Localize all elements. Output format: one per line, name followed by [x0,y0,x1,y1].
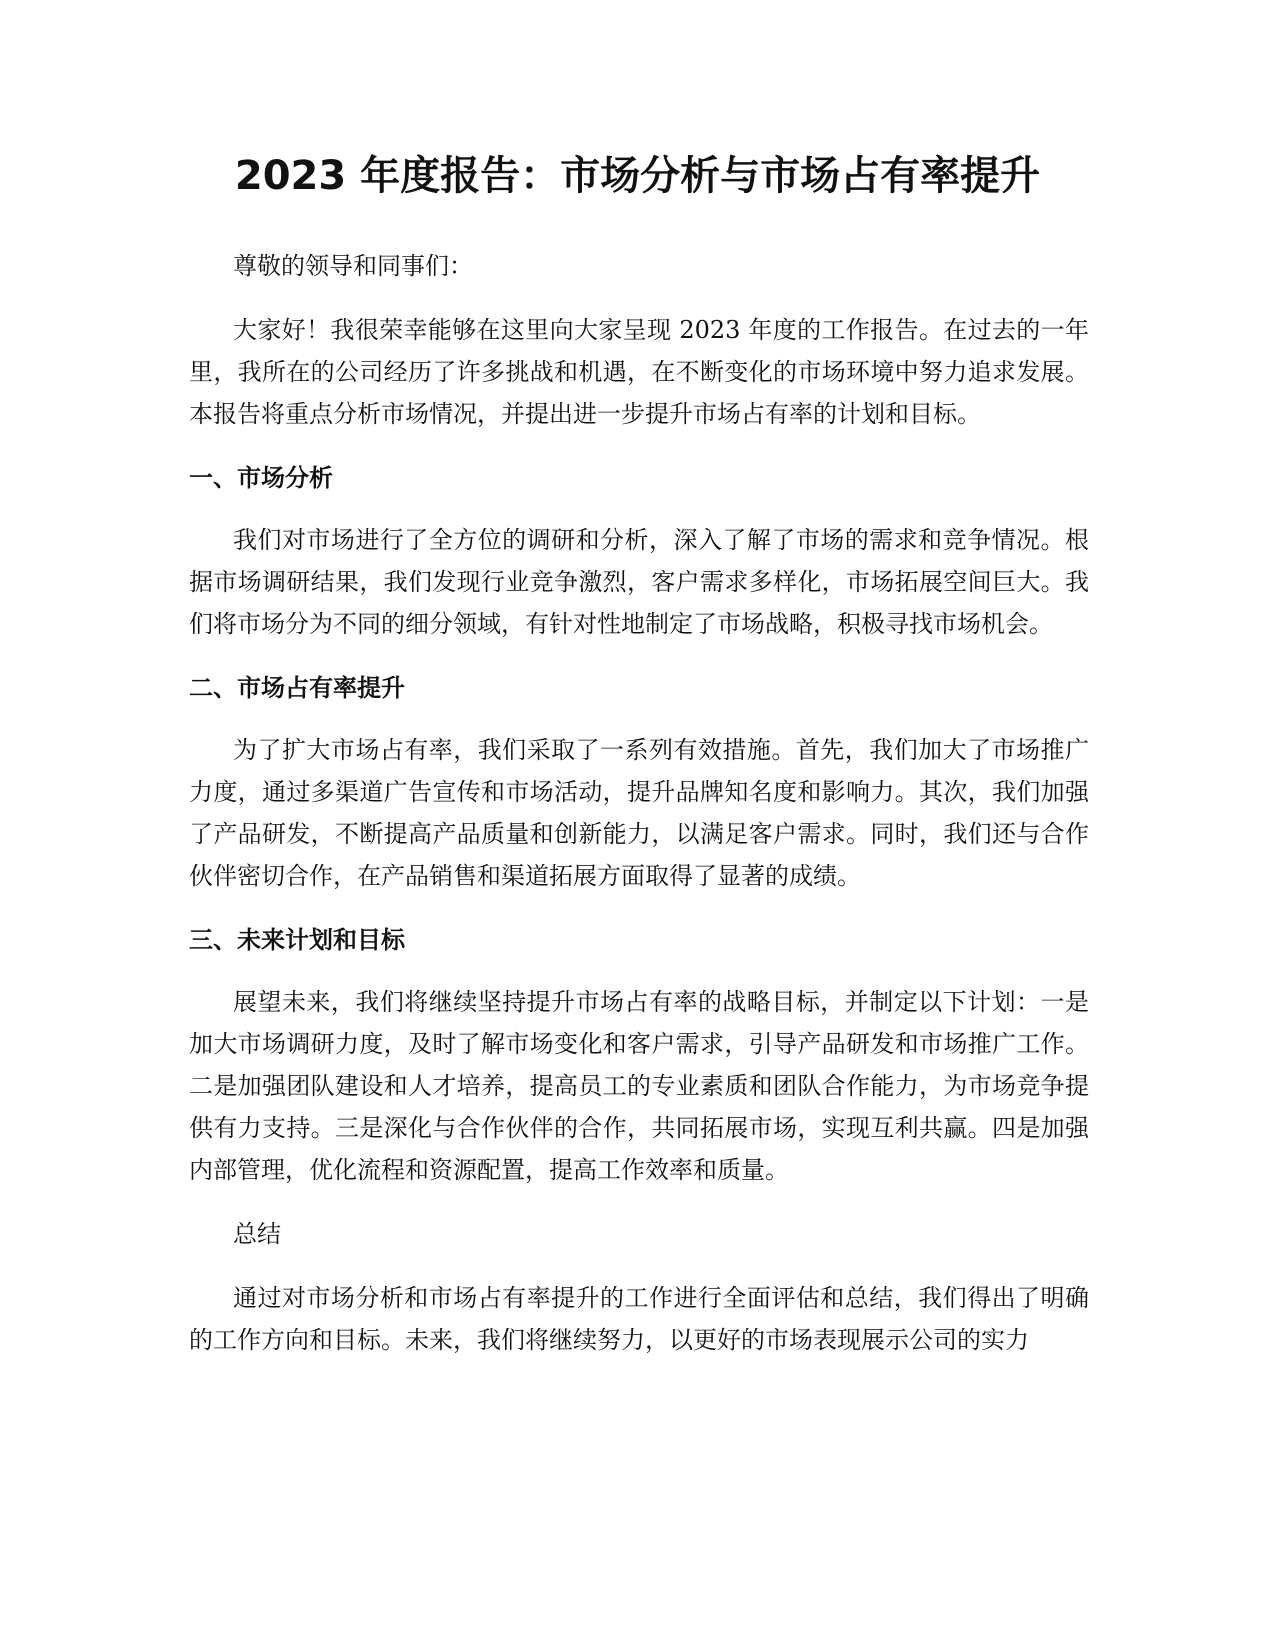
section-heading-market-analysis: 一、市场分析 [189,464,333,492]
section-body-future-plans: 展望未来，我们将继续坚持提升市场占有率的战略目标，并制定以下计划：一是加大市场调研力度，及时了解市场变化和客户需求，引导产品研发和市场推广工作。二是加强团队建设和人才培养，提高员工的专业素质和团队合作能力，为市场竞争提供有力支持。三是深化与合作伙伴的合作，共同拓展市场，实现互利共赢。四是加强内部管理，优化流程和资源配置，提高工作效率和质量。 [189,988,1089,1184]
summary-label: 总结 [233,1220,281,1248]
greeting: 尊敬的领导和同事们： [233,252,473,280]
section-body-market-share: 为了扩大市场占有率，我们采取了一系列有效措施。首先，我们加大了市场推广力度，通过多渠道广告宣传和市场活动，提升品牌知名度和影响力。其次，我们加强了产品研发，不断提高产品质量和创新能力，以满足客户需求。同时，我们还与合作伙伴密切合作，在产品销售和渠道拓展方面取得了显著的成绩。 [189,736,1089,890]
document-body [189,245,1089,1361]
section-heading-market-share: 二、市场占有率提升 [189,674,405,702]
section-body-market-analysis: 我们对市场进行了全方位的调研和分析，深入了解了市场的需求和竞争情况。根据市场调研结果，我们发现行业竞争激烈，客户需求多样化，市场拓展空间巨大。我们将市场分为不同的细分领域，有针对性地制定了市场战略，积极寻找市场机会。 [189,526,1089,638]
intro-paragraph: 大家好！我很荣幸能够在这里向大家呈现 2023 年度的工作报告。在过去的一年里，我所在的公司经历了许多挑战和机遇，在不断变化的市场环境中努力追求发展。本报告将重点分析市场情况，并提出进一步提升市场占有率的计划和目标。 [189,316,1089,428]
document-title: 2023 年度报告：市场分析与市场占有率提升 [234,153,1041,199]
section-heading-future-plans: 三、未来计划和目标 [189,926,405,954]
summary-paragraph: 通过对市场分析和市场占有率提升的工作进行全面评估和总结，我们得出了明确的工作方向和目标。未来，我们将继续努力，以更好的市场表现展示公司的实力 [189,1284,1089,1354]
